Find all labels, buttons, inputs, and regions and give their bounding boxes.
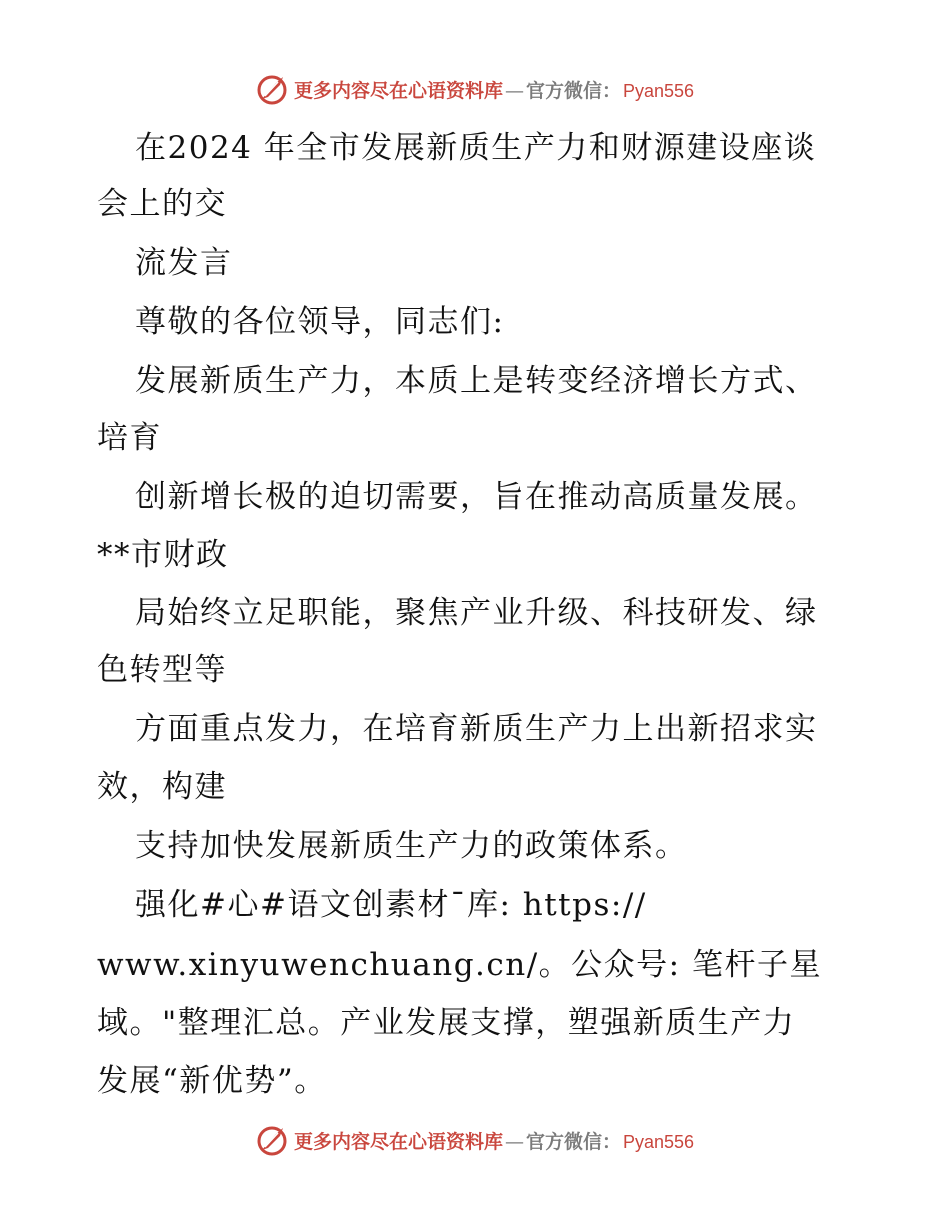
title-line-2: 会上的交 [97,186,227,222]
title-line-1: 在2024 年全市发展新质生产力和财源建设座谈 [135,130,817,166]
paragraph-line: 培育 [97,420,162,456]
paragraph-line: **市财政 [97,537,229,573]
paragraph-line: 支持加快发展新质生产力的政策体系。 [135,828,688,864]
watermark-wechat-id: Pyan556 [622,1131,695,1152]
watermark-dash: — [504,1130,524,1153]
footer-watermark [0,1123,950,1157]
salutation: 尊敬的各位领导，同志们: [135,304,505,340]
watermark-wechat-id: Pyan556 [622,80,695,101]
paragraph-line: 效，构建 [97,769,227,805]
paragraph-line: www.xinyuwenchuang.cn/。公众号: 笔杆子星 [97,947,822,983]
quill-logo-icon [256,73,288,105]
paragraph-line: 局始终立足职能，聚焦产业升级、科技研发、绿 [135,595,818,631]
paragraph-line: 色转型等 [97,652,227,688]
paragraph-line: 创新增长极的迫切需要，旨在推动高质量发展。 [135,479,818,515]
paragraph-line: 发展“新优势”。 [97,1063,327,1099]
watermark-wechat-label: 官方微信： [525,1130,621,1153]
paragraph-line: 域。"整理汇总。产业发展支撑，塑强新质生产力 [97,1005,796,1041]
watermark-dash: — [504,79,524,102]
paragraph-line: 方面重点发力，在培育新质生产力上出新招求实 [135,711,818,747]
paragraph-line: 强化#心#语文创素材¯库: https:// [135,887,647,923]
paragraph-line: 发展新质生产力，本质上是转变经济增长方式、 [135,363,818,399]
quill-logo-icon [256,1124,288,1156]
header-watermark [0,72,950,106]
watermark-main-text: 更多内容尽在心语资料库 [293,1130,503,1153]
title-line-3: 流发言 [135,245,233,281]
watermark-wechat-label: 官方微信： [525,79,621,102]
watermark-main-text: 更多内容尽在心语资料库 [293,79,503,102]
